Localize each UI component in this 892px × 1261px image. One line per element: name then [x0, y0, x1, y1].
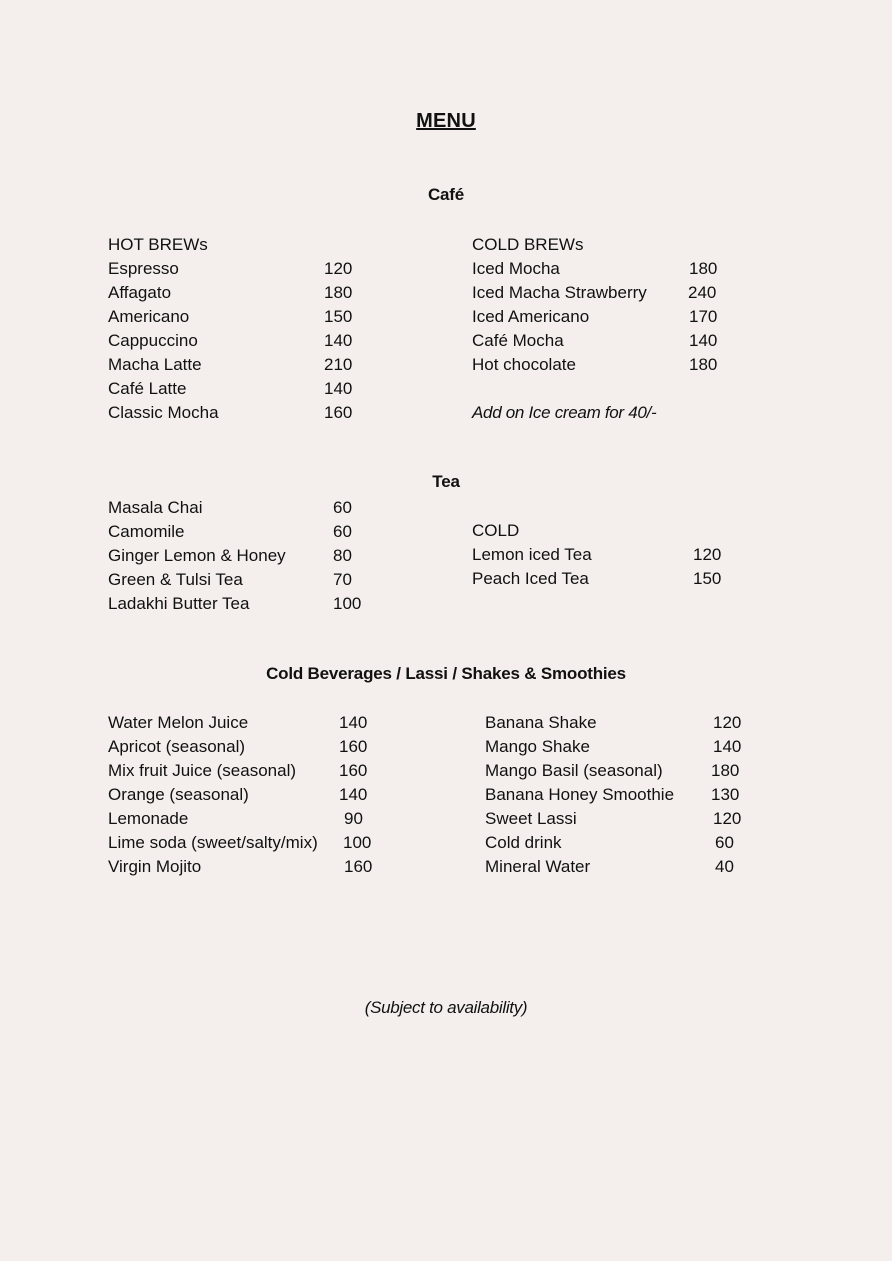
- menu-item: [485, 735, 755, 759]
- item-price: 100: [333, 594, 362, 613]
- cold-tea-heading: COLD: [472, 521, 520, 540]
- item-name: Affagato: [108, 283, 172, 302]
- item-price: 70: [333, 570, 352, 589]
- item-name: Orange (seasonal): [108, 785, 249, 804]
- ice-cream-addon-note: Add on Ice cream for 40/-: [472, 403, 657, 422]
- item-name: Banana Shake: [485, 713, 597, 732]
- item-name: Masala Chai: [108, 498, 203, 517]
- menu-item: [108, 257, 368, 281]
- item-price: 180: [324, 283, 353, 302]
- menu-item: [472, 353, 732, 377]
- spacer: [472, 377, 732, 401]
- menu-item: [472, 543, 742, 567]
- menu-item: [108, 807, 388, 831]
- menu-item: [485, 831, 755, 855]
- menu-item: [108, 305, 368, 329]
- item-price: 90: [344, 809, 363, 828]
- menu-item: [485, 783, 755, 807]
- menu-item: [108, 377, 368, 401]
- item-price: 240: [688, 283, 717, 302]
- menu-item: [108, 544, 388, 568]
- item-name: Sweet Lassi: [485, 809, 577, 828]
- hot-brews-column: [108, 233, 368, 425]
- item-price: 160: [339, 737, 368, 756]
- item-name: Café Latte: [108, 379, 187, 398]
- cold-tea-column: [472, 519, 742, 591]
- item-price: 100: [343, 833, 372, 852]
- item-name: Iced Mocha: [472, 259, 560, 278]
- item-price: 120: [713, 713, 742, 732]
- menu-item: [472, 567, 742, 591]
- item-price: 140: [713, 737, 742, 756]
- item-price: 60: [333, 522, 352, 541]
- beverages-section-title: Cold Beverages / Lassi / Shakes & Smoothies: [266, 664, 626, 683]
- menu-item: [472, 281, 732, 305]
- menu-item: [108, 759, 388, 783]
- menu-item: [485, 855, 755, 879]
- cold-brews-heading: COLD BREWs: [472, 235, 584, 254]
- menu-item: [472, 329, 732, 353]
- item-price: 150: [693, 569, 722, 588]
- menu-title: MENU: [416, 110, 476, 132]
- item-name: Iced Americano: [472, 307, 590, 326]
- item-price: 60: [333, 498, 352, 517]
- menu-item: [108, 496, 388, 520]
- item-price: 140: [324, 379, 353, 398]
- hot-brews-heading: HOT BREWs: [108, 235, 208, 254]
- item-price: 170: [689, 307, 718, 326]
- availability-note: (Subject to availability): [364, 998, 528, 1017]
- tea-section-title: Tea: [432, 472, 460, 491]
- item-name: Peach Iced Tea: [472, 569, 589, 588]
- item-price: 180: [689, 355, 718, 374]
- menu-item: [108, 783, 388, 807]
- item-name: Mineral Water: [485, 857, 591, 876]
- item-price: 40: [715, 857, 734, 876]
- item-price: 140: [339, 713, 368, 732]
- item-name: Café Mocha: [472, 331, 564, 350]
- cafe-section-title: Café: [427, 185, 465, 204]
- menu-item: [108, 568, 388, 592]
- menu-item: [108, 353, 368, 377]
- item-name: Espresso: [108, 259, 179, 278]
- menu-item: [108, 592, 388, 616]
- item-price: 60: [715, 833, 734, 852]
- item-name: Cold drink: [485, 833, 562, 852]
- item-price: 140: [689, 331, 718, 350]
- item-price: 120: [713, 809, 742, 828]
- item-price: 160: [339, 761, 368, 780]
- item-name: Lemonade: [108, 809, 189, 828]
- menu-item: [108, 281, 368, 305]
- item-name: Ginger Lemon & Honey: [108, 546, 286, 565]
- cold-brews-column: [472, 233, 732, 425]
- item-price: 150: [324, 307, 353, 326]
- item-name: Mango Shake: [485, 737, 590, 756]
- menu-item: [108, 329, 368, 353]
- menu-item: [108, 855, 388, 879]
- beverages-right-column: [485, 711, 755, 879]
- beverages-left-column: [108, 711, 388, 879]
- item-price: 140: [324, 331, 353, 350]
- item-name: Lime soda (sweet/salty/mix): [108, 833, 318, 852]
- item-name: Virgin Mojito: [108, 857, 202, 876]
- menu-item: [108, 520, 388, 544]
- item-price: 140: [339, 785, 368, 804]
- item-price: 120: [324, 259, 353, 278]
- menu-item: [108, 401, 368, 425]
- item-name: Macha Latte: [108, 355, 202, 374]
- item-name: Americano: [108, 307, 190, 326]
- item-price: 80: [333, 546, 352, 565]
- item-price: 210: [324, 355, 353, 374]
- menu-item: [485, 759, 755, 783]
- menu-item: [108, 735, 388, 759]
- item-name: Classic Mocha: [108, 403, 219, 422]
- item-price: 130: [711, 785, 740, 804]
- menu-item: [485, 711, 755, 735]
- item-name: Camomile: [108, 522, 185, 541]
- item-name: Mango Basil (seasonal): [485, 761, 663, 780]
- item-name: Iced Macha Strawberry: [472, 283, 647, 302]
- item-price: 160: [344, 857, 373, 876]
- item-name: Mix fruit Juice (seasonal): [108, 761, 297, 780]
- menu-item: [108, 831, 388, 855]
- item-name: Green & Tulsi Tea: [108, 570, 243, 589]
- item-price: 120: [693, 545, 722, 564]
- menu-item: [108, 711, 388, 735]
- item-price: 180: [689, 259, 718, 278]
- menu-item: [472, 257, 732, 281]
- item-name: Lemon iced Tea: [472, 545, 592, 564]
- item-name: Ladakhi Butter Tea: [108, 594, 250, 613]
- item-price: 160: [324, 403, 353, 422]
- item-name: Banana Honey Smoothie: [485, 785, 675, 804]
- item-name: Cappuccino: [108, 331, 198, 350]
- item-name: Hot chocolate: [472, 355, 576, 374]
- item-price: 180: [711, 761, 740, 780]
- item-name: Apricot (seasonal): [108, 737, 246, 756]
- item-name: Water Melon Juice: [108, 713, 249, 732]
- menu-item: [472, 305, 732, 329]
- menu-item: [485, 807, 755, 831]
- hot-tea-column: [108, 496, 388, 616]
